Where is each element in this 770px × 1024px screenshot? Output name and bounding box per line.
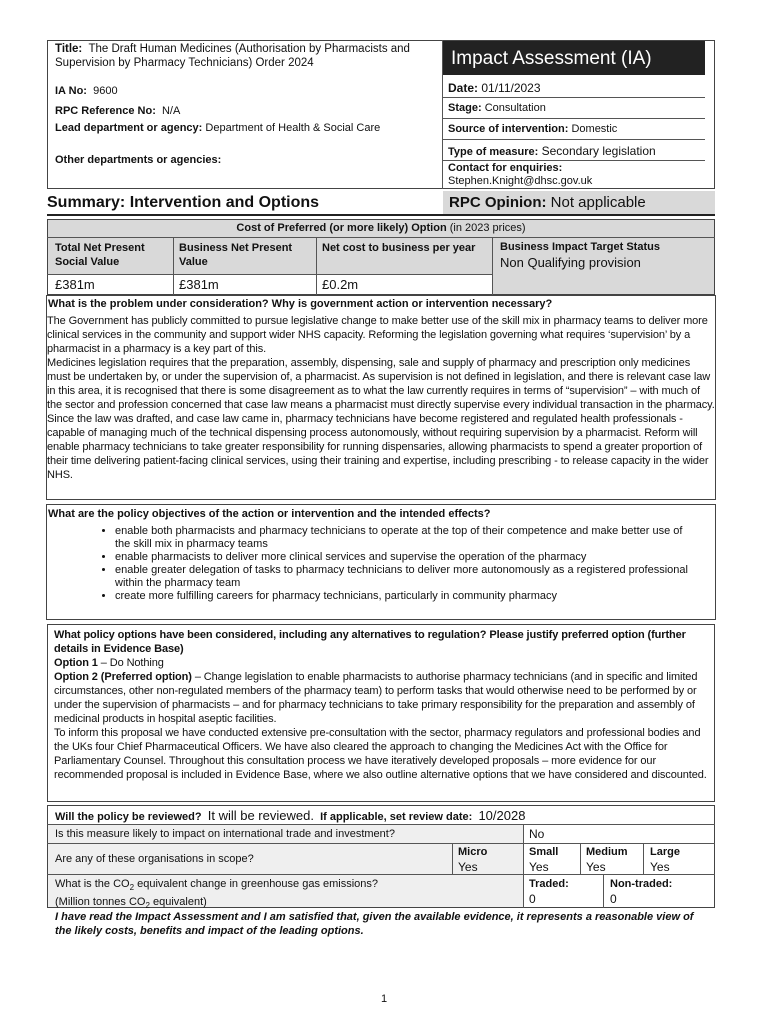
ia-heading: Impact Assessment (IA) xyxy=(443,41,705,75)
scope-micro: Micro Yes xyxy=(458,846,488,874)
lead-department: Lead department or agency: Department of Health & Social Care xyxy=(55,122,381,134)
measure-type: Type of measure: Secondary legislation xyxy=(448,144,656,158)
co2-traded: Traded: 0 xyxy=(529,878,569,906)
bit-status-value: Non Qualifying provision xyxy=(500,255,641,270)
co2-nontraded: Non-traded: 0 xyxy=(610,878,673,906)
rpc-reference: RPC Reference No: N/A xyxy=(55,105,181,117)
summary-heading: Summary: Intervention and Options xyxy=(47,194,320,211)
stage-field: Stage: Consultation xyxy=(448,102,546,114)
problem-paragraph: Medicines legislation requires that the preparation, assembly, dispensing, sale and supply of pharmacy and prescription only medicines must be undertaken by, or under the supervision of, a pharmacist. As supervision is not defined in legislation, and there is relevant case law in this area, it is recognised that there is some disagreement as to what the law currently requires in terms of “supervision” – with much of the sector and profession concerned that case law means a pharmacist must directly supervise every individual transaction in the pharmacy. xyxy=(47,357,715,411)
title-text: The Draft Human Medicines (Authorisation by Pharmacists and Supervision by Pharmacy Technicians) Order 2024 xyxy=(55,43,410,69)
scope-small: Small Yes xyxy=(529,846,559,874)
contact-email[interactable]: Stephen.Knight@dhsc.gov.uk xyxy=(448,175,593,187)
options-body xyxy=(54,628,710,782)
scope-medium: Medium Yes xyxy=(586,846,628,874)
problem-paragraph: The Government has publicly committed to pursue legislative change to make better use of the skill mix in pharmacy teams to deliver more clinical services in the community and support wider NHS capacity. Reforming the legislation governing what requires ‘supervision’ by a pharmacist in a pharmacy is a key part of this. xyxy=(47,315,708,355)
problem-question: What is the problem under consideration? Why is government action or intervention necessary? xyxy=(48,298,553,310)
objective-item: • enable greater delegation of tasks to pharmacy technicians to deliver more autonomously as a registered professional within the pharmacy team xyxy=(115,564,692,590)
options-question: What policy options have been considered, including any alternatives to regulation? Please justify preferred option (further details in Evidence Base) xyxy=(54,629,686,655)
options-paragraph: To inform this proposal we have conducted extensive pre-consultation with the sector, pharmacy regulators and professional bodies and the UKs four Chief Pharmaceutical Officers. We have also cleared the approach to changing the Medicines Act with the Office for Parliamentary Counsel. Throughout this consultation process we have iteratively developed proposals – more evidence for our recommended proposal is included in Evidence Base, where we also outline alternative options that we have considered and discounted. xyxy=(54,727,707,781)
objective-item: • enable both pharmacists and pharmacy technicians to operate at the top of their competence and make better use of the skill mix in pharmacy teams xyxy=(115,525,692,551)
title-field xyxy=(55,42,441,70)
co2-question: What is the $CO_2$ equivalent change in greenhouse gas emissions? (Million tonnes $CO_2$ equivalent) xyxy=(55,878,379,911)
scope-question: Are any of these organisations in scope? xyxy=(55,853,254,865)
net-cost-value: £0.2m xyxy=(322,277,359,292)
col-bit-status-header: Business Impact Target Status xyxy=(500,241,660,253)
source-field: Source of intervention: Domestic xyxy=(448,123,618,135)
objectives-question: What are the policy objectives of the action or intervention and the intended effects? xyxy=(48,508,491,520)
declaration: I have read the Impact Assessment and I am satisfied that, given the available evidence, it represents a reasonable view of the likely costs, benefits and impact of the leading options. xyxy=(55,911,694,937)
trade-question: Is this measure likely to impact on international trade and investment? xyxy=(55,828,395,840)
problem-paragraph: Since the law was drafted, and case law came in, pharmacy technicians have become registered and regulated health professionals - capable of managing much of the technical dispensing process autonomously, without requiring supervision by a pharmacist. Reform will enable pharmacy technicians to take greater responsibility for running dispensaries, allowing pharmacists to spend a greater proportion of their time delivering patient-facing clinical services, using their training and expertise, including prescribing - to release capacity in the wider NHS. xyxy=(47,413,709,481)
option-2: Option 2 (Preferred option) – Change legislation to enable pharmacists to authorise pharmacy technicians (and in specific and limited circumstances, other non-regulated members of the pharmacy team) to perform tasks that would otherwise need to be performed by or under the supervision of pharmacists – and for pharmacy technicians to take primary responsibility for the preparation and assembly of medicinal products in hospital aseptic facilities. xyxy=(54,671,698,725)
problem-body xyxy=(47,314,715,482)
objective-item: • create more fulfilling careers for pharmacy technicians, particularly in community pharmacy xyxy=(115,590,692,603)
other-departments: Other departments or agencies: xyxy=(55,154,222,166)
col-net-cost-header: Net cost to business per year xyxy=(322,242,476,254)
page-number: 1 xyxy=(381,993,388,1005)
contact-field: Contact for enquiries: Stephen.Knight@dhsc.gov.uk xyxy=(448,162,593,187)
trade-answer: No xyxy=(529,827,545,841)
date-field: Date: 01/11/2023 xyxy=(448,81,541,95)
objectives-list xyxy=(47,525,692,603)
scope-large: Large Yes xyxy=(650,846,680,874)
cost-heading: Cost of Preferred (or more likely) Option (in 2023 prices) xyxy=(48,220,714,237)
col-total-npsv-header: Total Net Present Social Value xyxy=(55,242,145,268)
col-business-npv-header: Business Net Present Value xyxy=(179,242,293,268)
total-npsv-value: £381m xyxy=(55,277,95,292)
rpc-opinion: RPC Opinion: Not applicable xyxy=(443,191,715,215)
review-row: Will the policy be reviewed? It will be reviewed. If applicable, set review date: 10/2028 xyxy=(55,808,526,823)
option-1: Option 1 – Do Nothing xyxy=(54,657,164,669)
title-label: Title: xyxy=(55,43,83,55)
objective-item: • enable pharmacists to deliver more clinical services and supervise the operation of the pharmacy xyxy=(115,551,692,564)
ia-number: IA No: 9600 xyxy=(55,85,118,97)
business-npv-value: £381m xyxy=(179,277,219,292)
